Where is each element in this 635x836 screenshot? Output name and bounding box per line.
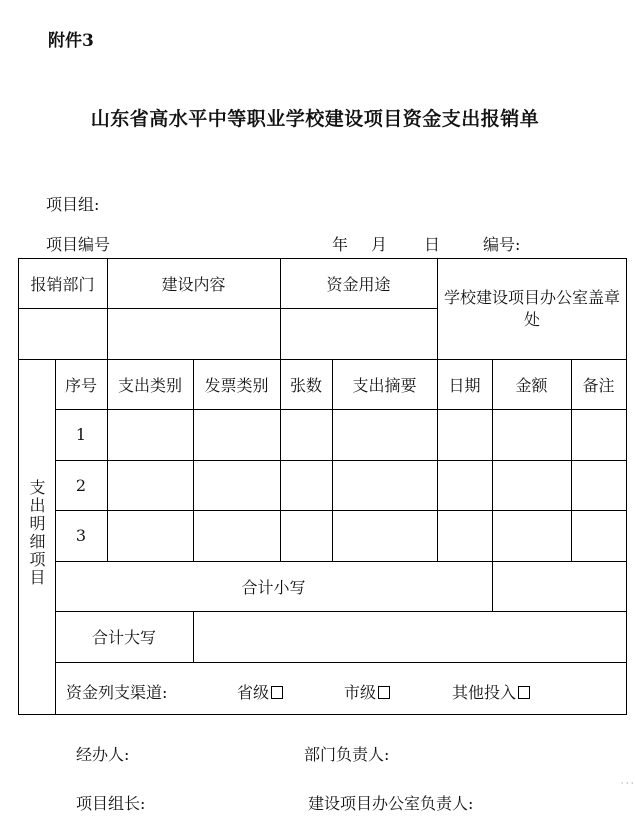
project-group-label: 项目组:	[46, 195, 100, 214]
project-number-label: 项目编号	[46, 235, 111, 254]
provincial-checkbox[interactable]	[271, 686, 283, 699]
col-header-serial: 序号	[64, 375, 97, 395]
watermark-mark: ⋮	[619, 776, 635, 790]
channel-provincial[interactable]	[237, 680, 283, 703]
year-label: 年	[332, 235, 349, 254]
col-header-invoice-type: 发票类别	[204, 375, 269, 395]
channel-other-label: 其他投入	[452, 683, 517, 702]
other-checkbox[interactable]	[518, 686, 530, 699]
channel-other[interactable]	[452, 680, 530, 703]
col-header-count: 张数	[289, 375, 322, 395]
section-label	[18, 359, 55, 714]
col-header-summary: 支出摘要	[352, 375, 417, 395]
channel-provincial-label: 省级	[237, 683, 270, 702]
channel-city-label: 市级	[344, 683, 377, 702]
handler-signature-label: 经办人:	[76, 745, 130, 764]
dept-field[interactable]	[19, 309, 107, 359]
channel-city[interactable]	[344, 680, 390, 703]
col-header-date: 日期	[448, 375, 481, 395]
col-header-amount: 金额	[515, 375, 548, 395]
total-upper-field[interactable]	[194, 612, 626, 662]
table-row-1-serial: 1	[75, 425, 87, 444]
funding-channel-label: 资金列支渠道:	[66, 683, 168, 702]
serial-number-label: 编号:	[483, 235, 521, 254]
table-row-3-serial: 3	[75, 526, 87, 545]
subtotal-lower-label: 合计小写	[241, 577, 306, 597]
col-header-remark: 备注	[582, 375, 615, 395]
header-content: 建设内容	[161, 274, 226, 294]
section-label-text: 支出明细项目	[27, 478, 46, 587]
day-label: 日	[424, 235, 441, 254]
stamp-area: 学校建设项目办公室盖章处	[443, 287, 620, 329]
form-title: 山东省高水平中等职业学校建设项目资金支出报销单	[90, 108, 540, 130]
header-purpose: 资金用途	[326, 274, 391, 294]
col-header-expense-type: 支出类别	[117, 375, 182, 395]
dept-head-signature-label: 部门负责人:	[304, 745, 390, 764]
header-dept: 报销部门	[30, 274, 95, 294]
total-upper-label: 合计大写	[91, 628, 156, 647]
purpose-field[interactable]	[281, 309, 437, 359]
group-leader-signature-label: 项目组长:	[76, 794, 146, 813]
table-row-2-serial: 2	[75, 475, 87, 495]
subtotal-lower-field[interactable]	[493, 562, 626, 611]
month-label: 月	[371, 235, 388, 254]
content-field[interactable]	[108, 309, 280, 359]
office-head-signature-label: 建设项目办公室负责人:	[308, 794, 474, 813]
city-checkbox[interactable]	[378, 686, 390, 699]
attachment-label: 附件3	[48, 31, 94, 51]
